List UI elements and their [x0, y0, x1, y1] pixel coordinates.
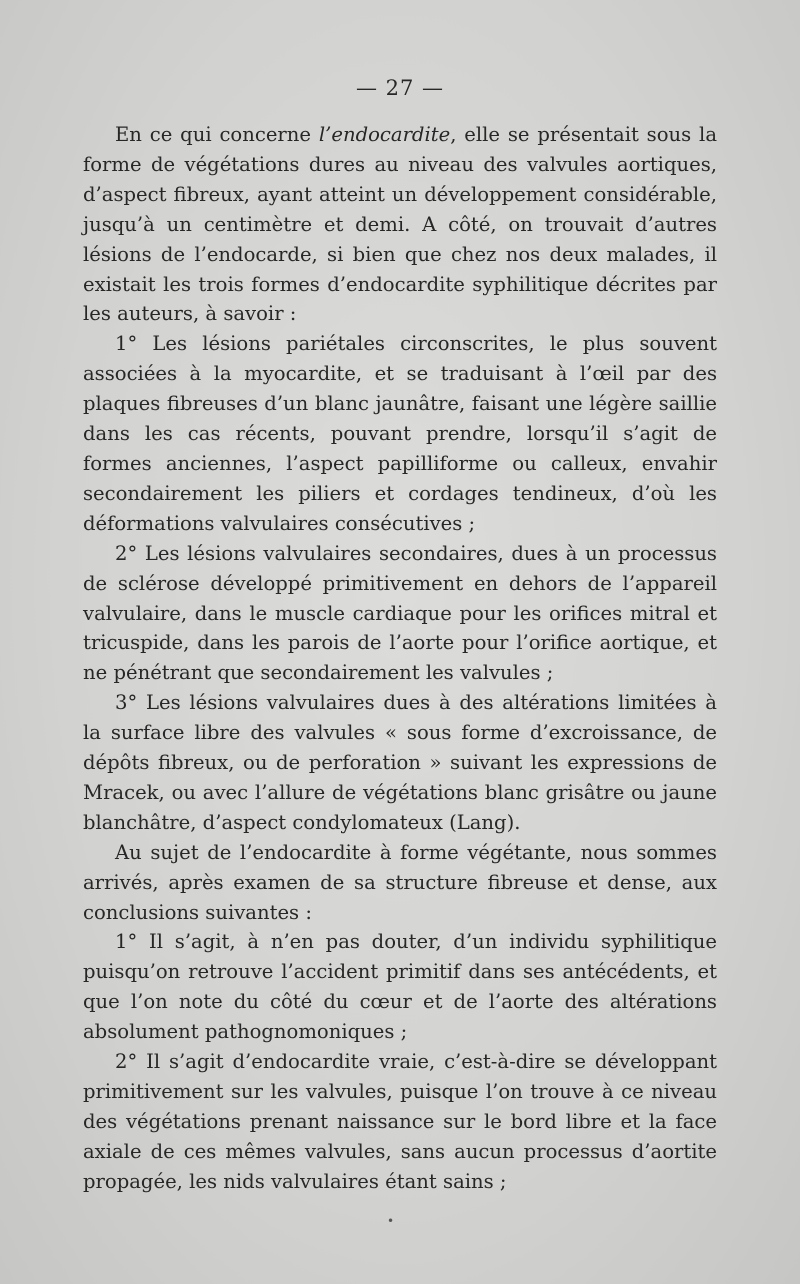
body-text [83, 120, 717, 1197]
emphasis-endocardite: l’endocardite [318, 123, 451, 146]
bottom-mark: • [387, 1214, 395, 1228]
paragraph-endocardite: En ce qui concerne l’endocardite, elle se présentait sous la forme de végétations dures au niveau des valvules aortiques, d’aspect fibreux, ayant atteint un développement considérable, jusqu’à un centimètre et demi. A côté, on trouvait d’autres lésions de l’endocarde, si bien que chez nos deux malades, il existait les trois formes d’endocardite syphilitique décrites par les auteurs, à savoir : [83, 123, 717, 326]
paragraph-conclusion-1: 1° Il s’agit, à n’en pas douter, d’un individu syphilitique puisqu’on retrouve l’accident primitif dans ses antécédents, et que l’on note du côté du cœur et de l’aorte des altérations absolument pathognomoniques ; [83, 930, 717, 1044]
paragraph-lesions-parietales: 1° Les lésions pariétales circonscrites, le plus souvent associées à la myocardite, et se traduisant à l’œil par des plaques fibreuses d’un blanc jaunâtre, faisant une légère saillie dans les cas récents, pouvant prendre, lorsqu’il s’agit de formes anciennes, l’aspect papilliforme ou calleux, envahir secondairement les piliers et cordages tendineux, d’où les déformations valvulaires consécutives ; [83, 332, 717, 535]
page-number: — 27 — [355, 76, 445, 100]
paragraph-conclusions-intro: Au sujet de l’endocardite à forme végétante, nous sommes arrivés, après examen de sa structure fibreuse et dense, aux conclusions suivantes : [83, 840, 717, 924]
paragraph-conclusion-2: 2° Il s’agit d’endocardite vraie, c’est-à-dire se développant primitivement sur les valvules, puisque l’on trouve à ce niveau des végétations prenant naissance sur le bord libre et la face axiale de ces mêmes valvules, sans aucun processus d’aortite propagée, les nids valvulaires étant sains ; [83, 1050, 717, 1193]
paragraph-lesions-secondaires: 2° Les lésions valvulaires secondaires, dues à un processus de sclérose développé primitivement en dehors de l’appareil valvulaire, dans le muscle cardiaque pour les orifices mitral et tricuspide, dans les parois de l’aorte pour l’orifice aortique, et ne pénétrant que secondairement les valvules ; [83, 541, 717, 685]
paragraph-lesions-surface: 3° Les lésions valvulaires dues à des altérations limitées à la surface libre des valvules « sous forme d’excroissance, de dépôts fibreux, ou de perforation » suivant les expressions de Mracek, ou avec l’allure de végétations blanc grisâtre ou jaune blanchâtre, d’aspect condylomateux (Lang). [83, 691, 717, 834]
